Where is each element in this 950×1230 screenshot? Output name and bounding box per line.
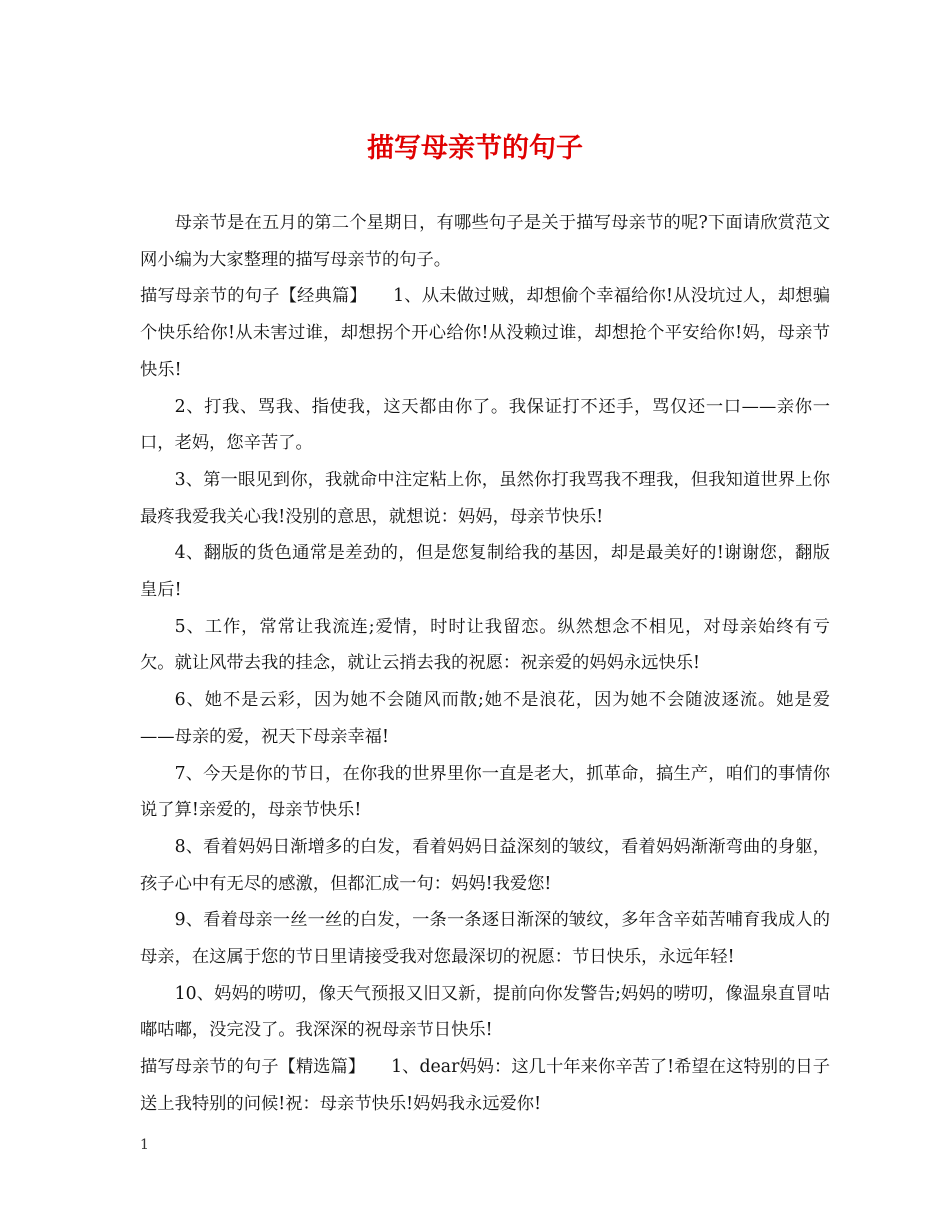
paragraph: 7、今天是你的节日，在你我的世界里你一直是老大，抓革命，搞生产，咱们的事情你说了算!亲爱的，母亲节快乐! xyxy=(140,763,830,821)
paragraph: 9、看着母亲一丝一丝的白发，一条一条逐日渐深的皱纹，多年含辛茹苦哺育我成人的母亲，在这属于您的节日里请接受我对您最深切的祝愿：节日快乐，永远年轻! xyxy=(140,910,830,968)
paragraph: 3、第一眼见到你，我就命中注定粘上你，虽然你打我骂我不理我，但我知道世界上你最疼我爱我关心我!没别的意思，就想说：妈妈，母亲节快乐! xyxy=(140,469,830,527)
section-heading-paragraph: 描写母亲节的句子【经典篇】 1、从未做过贼，却想偷个幸福给你!从没坑过人，却想骗个快乐给你!从未害过谁，却想拐个开心给你!从没赖过谁，却想抢个平安给你!妈，母亲节快乐! xyxy=(140,286,830,380)
page-number: 1 xyxy=(140,1137,149,1153)
paragraph: 4、翻版的货色通常是差劲的，但是您复制给我的基因，却是最美好的!谢谢您，翻版皇后! xyxy=(140,543,830,601)
paragraph: 母亲节是在五月的第二个星期日，有哪些句子是关于描写母亲节的呢?下面请欣赏范文网小编为大家整理的描写母亲节的句子。 xyxy=(140,213,830,270)
paragraph: 2、打我、骂我、指使我，这天都由你了。我保证打不还手，骂仅还一口——亲你一口，老妈，您辛苦了。 xyxy=(140,396,830,454)
document-body xyxy=(140,205,830,1123)
document-title: 描写母亲节的句子 xyxy=(367,133,583,164)
paragraph: 10、妈妈的唠叨，像天气预报又旧又新，提前向你发警告;妈妈的唠叨，像温泉直冒咕嘟咕嘟，没完没了。我深深的祝母亲节日快乐! xyxy=(140,983,830,1041)
section-heading-paragraph: 描写母亲节的句子【精选篇】 1、dear妈妈：这几十年来你辛苦了!希望在这特别的日子送上我特别的问候!祝：母亲节快乐!妈妈我永远爱你! xyxy=(140,1057,830,1114)
paragraph: 5、工作，常常让我流连;爱情，时时让我留恋。纵然想念不相见，对母亲始终有亏欠。就让风带去我的挂念，就让云捎去我的祝愿：祝亲爱的妈妈永远快乐! xyxy=(140,616,830,674)
paragraph: 6、她不是云彩，因为她不会随风而散;她不是浪花，因为她不会随波逐流。她是爱——母亲的爱，祝天下母亲幸福! xyxy=(140,690,830,747)
paragraph: 8、看着妈妈日渐增多的白发，看着妈妈日益深刻的皱纹，看着妈妈渐渐弯曲的身躯，孩子心中有无尽的感激，但都汇成一句：妈妈!我爱您! xyxy=(140,836,830,894)
